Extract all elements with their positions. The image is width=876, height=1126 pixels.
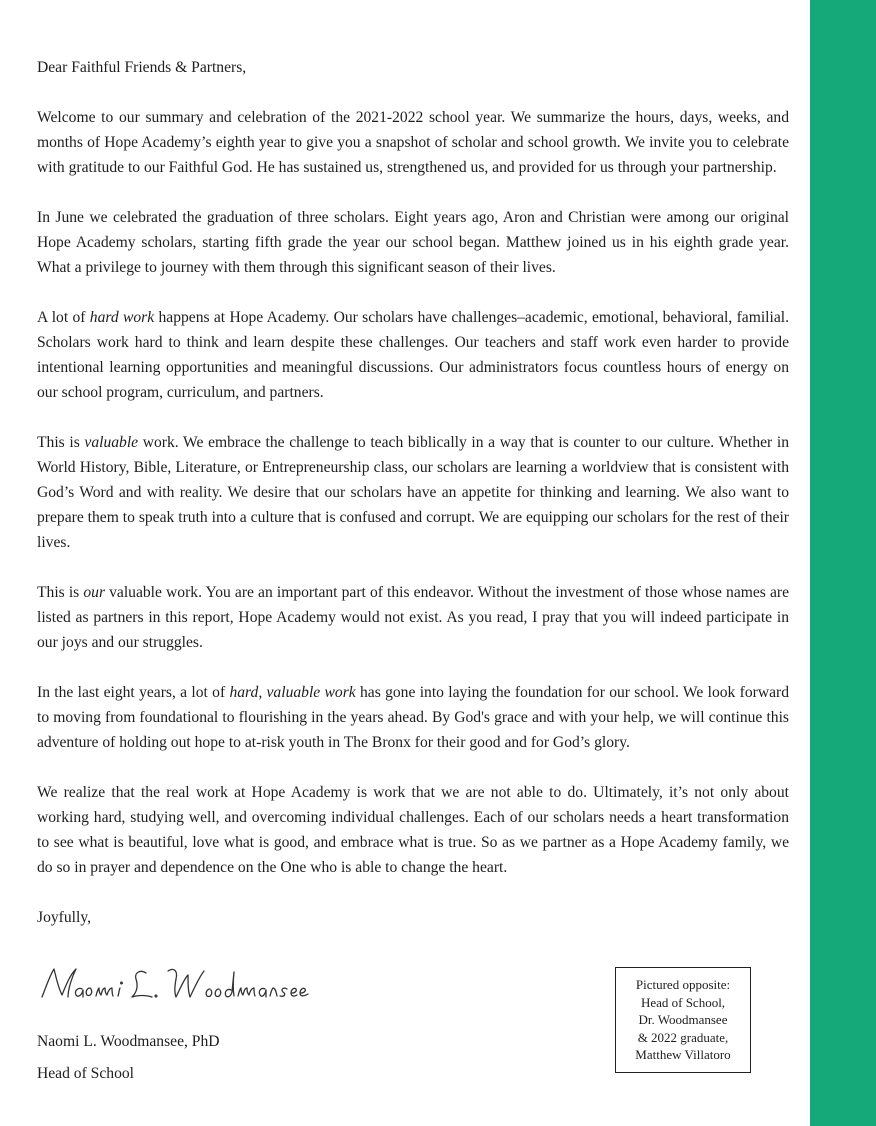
paragraph-text: In June we celebrated the graduation of three scholars. Eight years ago, Aron and Christian were among our original Hope Academy scholars, starting fifth grade the year our school began. Matthew joined us in his eighth grade year. What a privilege to journey with them through this significant season of their lives. [37, 209, 789, 276]
letter-closing: Joyfully, [37, 909, 91, 926]
caption-line: Matthew Villatoro [635, 1047, 731, 1063]
letter-paragraph [37, 305, 789, 405]
paragraph-text: valuable work. You are an important part of this endeavor. Without the investment of those whose names are listed as partners in this report, Hope Academy would not exist. As you read, I pray that you will indeed participate in our joys and our struggles. [37, 584, 789, 651]
paragraph-text: work. We embrace the challenge to teach biblically in a way that is counter to our culture. Whether in World History, Bible, Literature, or Entrepreneurship class, our scholars are learning a worldview that is consistent with God’s Word and with reality. We desire that our scholars have an appetite for thinking and learning. We also want to prepare them to speak truth into a culture that is confused and corrupt. We are equipping our scholars for the rest of their lives. [37, 434, 789, 551]
paragraph-text: Welcome to our summary and celebration of the 2021-2022 school year. We summarize the hours, days, weeks, and months of Hope Academy’s eighth year to give you a snapshot of scholar and school growth. We invite you to celebrate with gratitude to our Faithful God. He has sustained us, strengthened us, and provided for us through your partnership. [37, 109, 789, 176]
green-side-bar [810, 0, 876, 1126]
letter-body [37, 55, 789, 930]
letter-paragraph [37, 780, 789, 880]
paragraph-text: has gone into laying the foundation for our school. We look forward to moving from foundational to flourishing in the years ahead. By God's grace and with your help, we will continue this adventure of holding out hope to at-risk youth in The Bronx for their good and for God’s glory. [37, 684, 789, 751]
emphasized-text: hard, valuable work [229, 684, 356, 701]
letter-paragraph [37, 680, 789, 755]
emphasized-text: hard work [89, 309, 155, 326]
paragraph-text: A lot of [37, 309, 90, 326]
signatory-title: Head of School [37, 1065, 135, 1082]
letter-paragraph [37, 205, 789, 280]
paragraph-text: In the last eight years, a lot of [37, 684, 230, 701]
letter-paragraph [37, 105, 789, 180]
letter-paragraph [37, 580, 789, 655]
letter-paragraph [37, 430, 789, 555]
paragraph-text: This is [37, 434, 85, 451]
caption-line: Pictured opposite: [635, 977, 731, 993]
caption-line: Dr. Woodmansee [638, 1012, 728, 1028]
caption-line: & 2022 graduate, [637, 1029, 729, 1045]
handwritten-signature [38, 963, 338, 1009]
paragraph-text: happens at Hope Academy. Our scholars have challenges–academic, emotional, behavioral, familial. Scholars work hard to think and learn despite these challenges. Our teachers and staff work even harder to provide intentional learning opportunities and meaningful discussions. Our administrators focus countless hours of energy on our school program, curriculum, and partners. [37, 309, 789, 401]
emphasized-text: our [83, 584, 106, 601]
paragraph-text: This is [37, 584, 84, 601]
emphasized-text: valuable [84, 434, 139, 451]
letter-salutation: Dear Faithful Friends & Partners, [37, 59, 247, 76]
signatory-name: Naomi L. Woodmansee, PhD [37, 1033, 220, 1050]
letter-paragraphs [37, 105, 789, 880]
caption-line: Head of School, [640, 994, 726, 1010]
paragraph-text: We realize that the real work at Hope Academy is work that we are not able to do. Ultimately, it’s not only about working hard, studying well, and overcoming individual challenges. Each of our scholars needs a heart transformation to see what is beautiful, love what is good, and embrace what is true. So as we partner as a Hope Academy family, we do so in prayer and dependence on the One who is able to change the heart. [37, 784, 789, 876]
photo-caption-box [615, 967, 751, 1073]
